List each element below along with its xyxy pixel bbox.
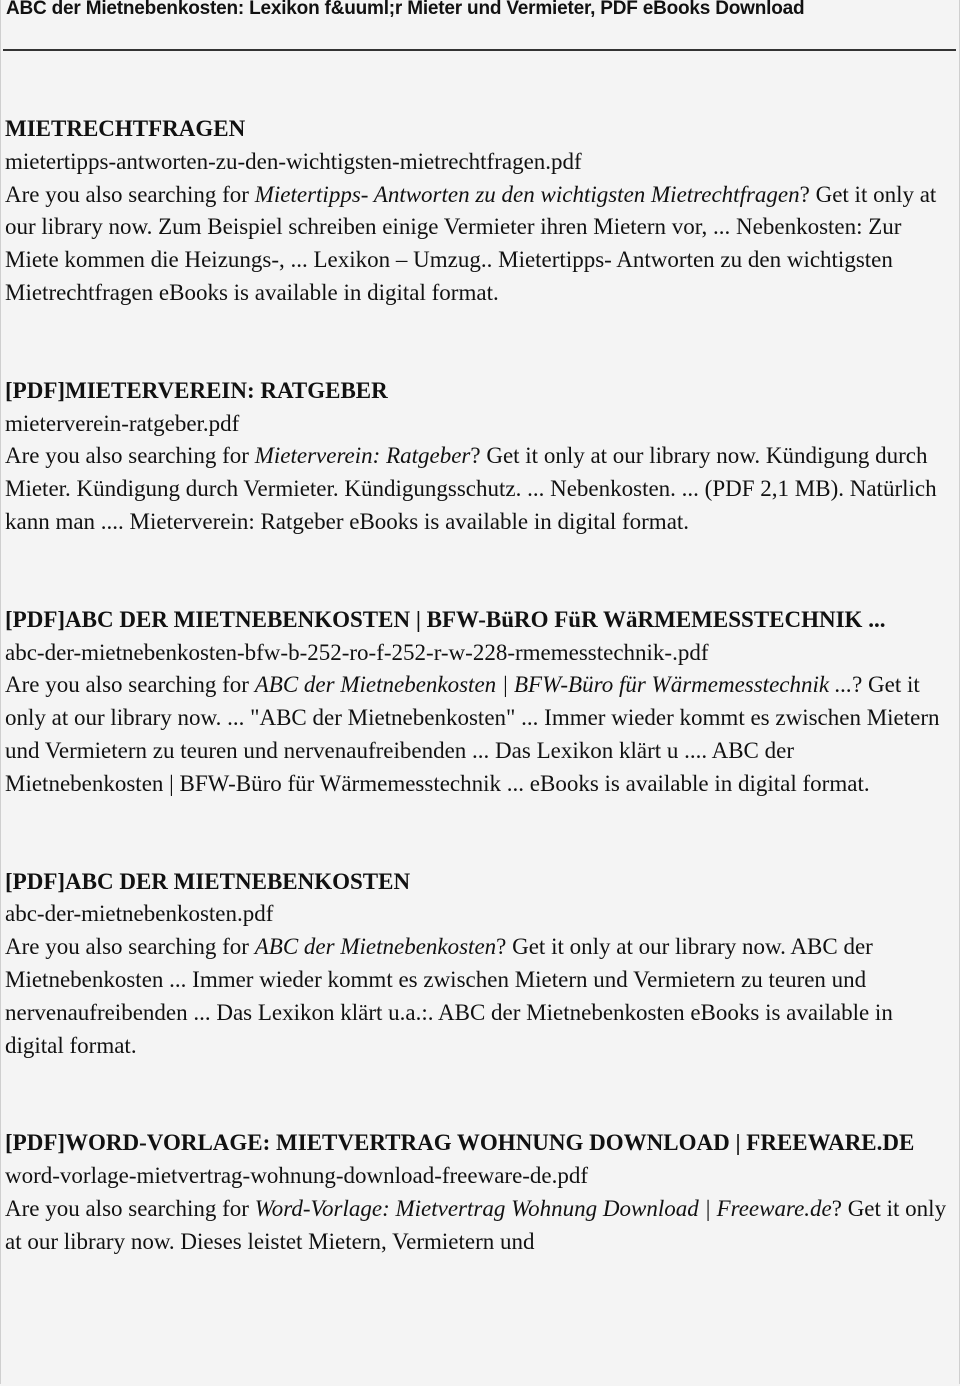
entry-filename[interactable]: mietertipps-antworten-zu-den-wichtigsten-mietrechtfragen.pdf	[5, 148, 582, 174]
entry-title[interactable]: [PDF]WORD-VORLAGE: MIETVERTRAG WOHNUNG DOWNLOAD | FREEWARE.DE	[5, 1130, 915, 1156]
entry-body: ? Get it only at our library now. Dieses leistet Mietern, Vermietern und	[5, 1195, 947, 1254]
entry-title[interactable]: [PDF]ABC DER MIETNEBENKOSTEN | BFW-BüRO FüR WäRMEMESSTECHNIK ...	[5, 606, 886, 632]
entry-description	[5, 1193, 957, 1259]
entry-intro: Are you also searching for	[5, 672, 255, 698]
result-entry	[5, 866, 957, 1063]
entry-body: ? Get it only at our library now. Kündigung durch Mieter. Kündigung durch Vermieter. Kündigungsschutz. ... Nebenkosten. ... (PDF 2,1 MB). Natürlich kann man .... Mieterverein: Ratgeber eBooks is available in digital format.	[5, 443, 937, 534]
entry-query: ABC der Mietnebenkosten | BFW-Büro für Wärmemesstechnik ...	[254, 672, 853, 698]
entry-title[interactable]: MIETRECHTFRAGEN	[5, 116, 246, 141]
entry-filename[interactable]: abc-der-mietnebenkosten.pdf	[5, 901, 274, 927]
entry-query: Mieterverein: Ratgeber	[254, 443, 471, 469]
entry-body: ? Get it only at our library now. ... "ABC der Mietnebenkosten" ... Immer wieder kommt es zwischen Mietern und Vermietern zu teuren und nervenaufreibenden ... Das Lexikon klärt u .... ABC der Mietnebenkosten | BFW-Büro für Wärmemesstechnik ... eBooks is available in digital format.	[5, 672, 940, 796]
entry-intro: Are you also searching for	[5, 934, 255, 960]
entry-body: ? Get it only at our library now. ABC der Mietnebenkosten ... Immer wieder kommt es zwischen Mietern und Vermietern zu teuren und nervenaufreibenden ... Das Lexikon klärt u.a.:. ABC der Mietnebenkosten eBooks is available in digital format.	[5, 934, 893, 1058]
entry-title[interactable]: [PDF]ABC DER MIETNEBENKOSTEN	[5, 868, 411, 894]
page-title: ABC der Mietnebenkosten: Lexikon f&uuml;r Mieter und Vermieter, PDF eBooks Download	[6, 0, 805, 19]
entry-intro: Are you also searching for	[5, 1195, 255, 1221]
entry-description	[5, 669, 957, 800]
entry-description	[5, 931, 957, 1062]
result-entry	[5, 1127, 957, 1258]
entry-title[interactable]: [PDF]MIETERVEREIN: RATGEBER	[5, 377, 388, 403]
entry-query: Word-Vorlage: Mietvertrag Wohnung Download | Freeware.de	[254, 1195, 832, 1221]
results-list	[5, 113, 957, 1324]
result-entry	[5, 375, 957, 539]
entry-query: ABC der Mietnebenkosten	[254, 934, 497, 960]
entry-filename[interactable]: abc-der-mietnebenkosten-bfw-b-252-ro-f-252-r-w-228-rmemesstechnik-.pdf	[5, 639, 709, 665]
entry-query: Mietertipps- Antworten zu den wichtigsten Mietrechtfragen	[254, 181, 800, 207]
title-divider	[3, 49, 956, 51]
result-entry	[5, 113, 957, 310]
result-entry	[5, 604, 957, 801]
entry-intro: Are you also searching for	[5, 443, 255, 469]
entry-description	[5, 179, 957, 310]
entry-description	[5, 440, 957, 538]
entry-intro: Are you also searching for	[5, 181, 255, 207]
entry-filename[interactable]: mieterverein-ratgeber.pdf	[5, 410, 240, 436]
entry-filename[interactable]: word-vorlage-mietvertrag-wohnung-download-freeware-de.pdf	[5, 1163, 589, 1189]
entry-body: ? Get it only at our library now. Zum Beispiel schreiben einige Vermieter ihren Mietern vor, ... Nebenkosten: Zur Miete kommen die Heizungs-, ... Lexikon – Umzug.. Mietertipps- Antworten zu den wichtigsten Mietrechtfragen eBooks is available in digital format.	[5, 181, 937, 305]
